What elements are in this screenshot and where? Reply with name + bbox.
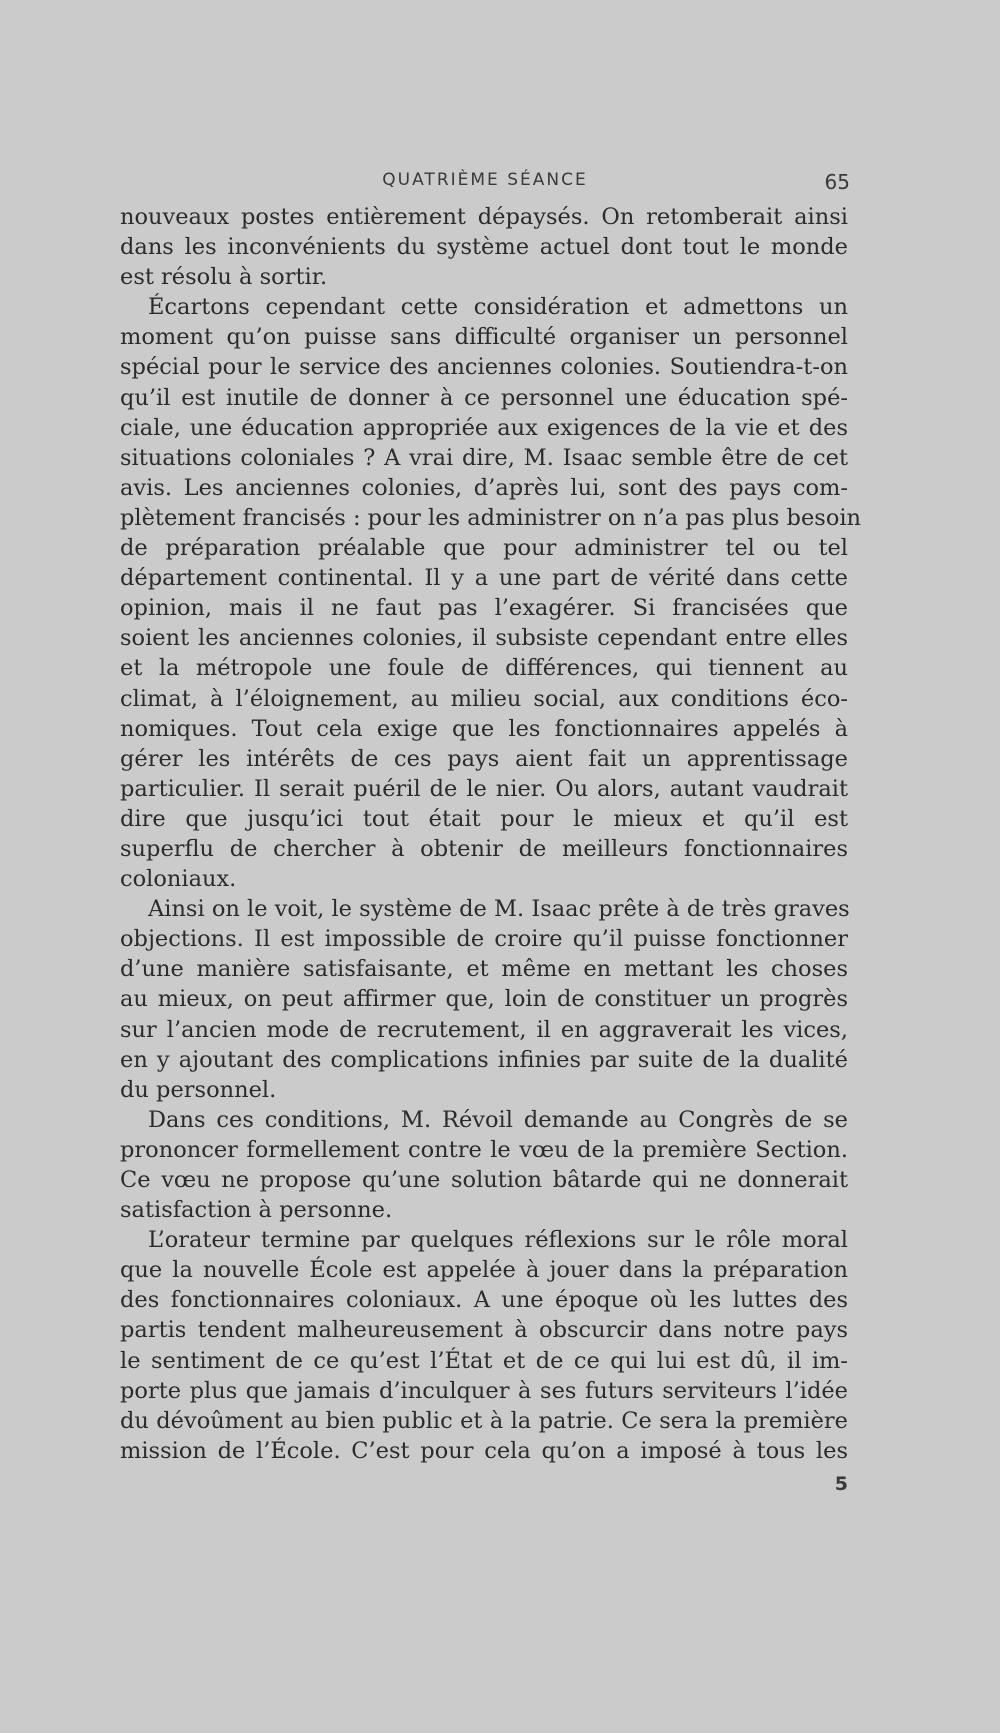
text-line: le sentiment de ce qu’est l’État et de ce qui lui est dû, il im- [120, 1347, 848, 1374]
text-line: dans les inconvénients du système actuel dont tout le monde [120, 234, 848, 261]
running-title: QUATRIÈME SÉANCE [382, 170, 588, 190]
text-line: mission de l’École. C’est pour cela qu’on a imposé à tous les [120, 1437, 848, 1464]
text-line: plètement francisés : pour les administrer on n’a pas plus besoin [120, 504, 862, 531]
text-line: qu’il est inutile de donner à ce personnel une éducation spé- [120, 384, 848, 411]
text-line: nomiques. Tout cela exige que les fonctionnaires appelés à [120, 715, 848, 742]
text-line: coloniaux. [120, 866, 237, 893]
text-line: nouveaux postes entièrement dépaysés. On retomberait ainsi [120, 204, 848, 230]
text-line: et la métropole une foule de différences, qui tiennent au [120, 655, 848, 682]
text-line: spécial pour le service des anciennes colonies. Soutiendra-t-on [120, 354, 848, 381]
text-line: satisfaction à personne. [120, 1197, 393, 1224]
text-line: en y ajoutant des complications infinies par suite de la dualité [120, 1046, 848, 1073]
text-line: du dévoûment au bien public et à la patrie. Ce sera la première [120, 1407, 848, 1434]
text-line: Écartons cependant cette considération et admettons un [148, 294, 848, 321]
text-line: soient les anciennes colonies, il subsiste cependant entre elles [120, 625, 848, 652]
text-line: porte plus que jamais d’inculquer à ses futurs serviteurs l’idée [120, 1377, 848, 1404]
text-line: est résolu à sortir. [120, 264, 328, 291]
text-line: d’une manière satisfaisante, et même en mettant les choses [120, 956, 848, 983]
running-header [120, 170, 850, 200]
text-line: avis. Les anciennes colonies, d’après lui, sont des pays com- [120, 474, 848, 501]
text-line: climat, à l’éloignement, au milieu social, aux conditions éco- [120, 685, 848, 712]
text-line: L’orateur termine par quelques réflexions sur le rôle moral [148, 1227, 848, 1254]
text-line: ciale, une éducation appropriée aux exigences de la vie et des [120, 414, 848, 441]
page-number: 65 [824, 170, 850, 194]
text-line: opinion, mais il ne faut pas l’exagérer. Si francisées que [120, 595, 848, 622]
text-line: que la nouvelle École est appelée à jouer dans la préparation [120, 1257, 848, 1284]
text-line: objections. Il est impossible de croire qu’il puisse fonctionner [120, 926, 848, 953]
text-line: Ainsi on le voit, le système de M. Isaac prête à de très graves [148, 896, 850, 923]
text-line: de préparation préalable que pour administrer tel ou tel [120, 535, 848, 562]
text-line: partis tendent malheureusement à obscurcir dans notre pays [120, 1317, 848, 1344]
signature-mark: 5 [834, 1473, 848, 1495]
text-line: sur l’ancien mode de recrutement, il en aggraverait les vices, [120, 1016, 848, 1043]
text-line: Ce vœu ne propose qu’une solution bâtarde qui ne donnerait [120, 1167, 848, 1193]
text-line: Dans ces conditions, M. Révoil demande au Congrès de se [148, 1106, 848, 1133]
text-line: gérer les intérêts de ces pays aient fait un apprentissage [120, 745, 848, 772]
text-line: du personnel. [120, 1076, 277, 1103]
text-line: situations coloniales ? A vrai dire, M. Isaac semble être de cet [120, 444, 848, 471]
text-line: des fonctionnaires coloniaux. A une époque où les luttes des [120, 1287, 848, 1314]
text-line: au mieux, on peut affirmer que, loin de constituer un progrès [120, 986, 848, 1013]
text-line: département continental. Il y a une part de vérité dans cette [120, 565, 848, 592]
text-line: moment qu’on puisse sans difficulté organiser un personnel [120, 324, 848, 351]
text-line: superflu de chercher à obtenir de meilleurs fonctionnaires [120, 835, 848, 862]
body-text [120, 202, 862, 1466]
text-line: particulier. Il serait puéril de le nier. Ou alors, autant vaudrait [120, 775, 848, 802]
text-line: prononcer formellement contre le vœu de la première Section. [120, 1136, 848, 1163]
text-line: dire que jusqu’ici tout était pour le mieux et qu’il est [120, 805, 848, 832]
